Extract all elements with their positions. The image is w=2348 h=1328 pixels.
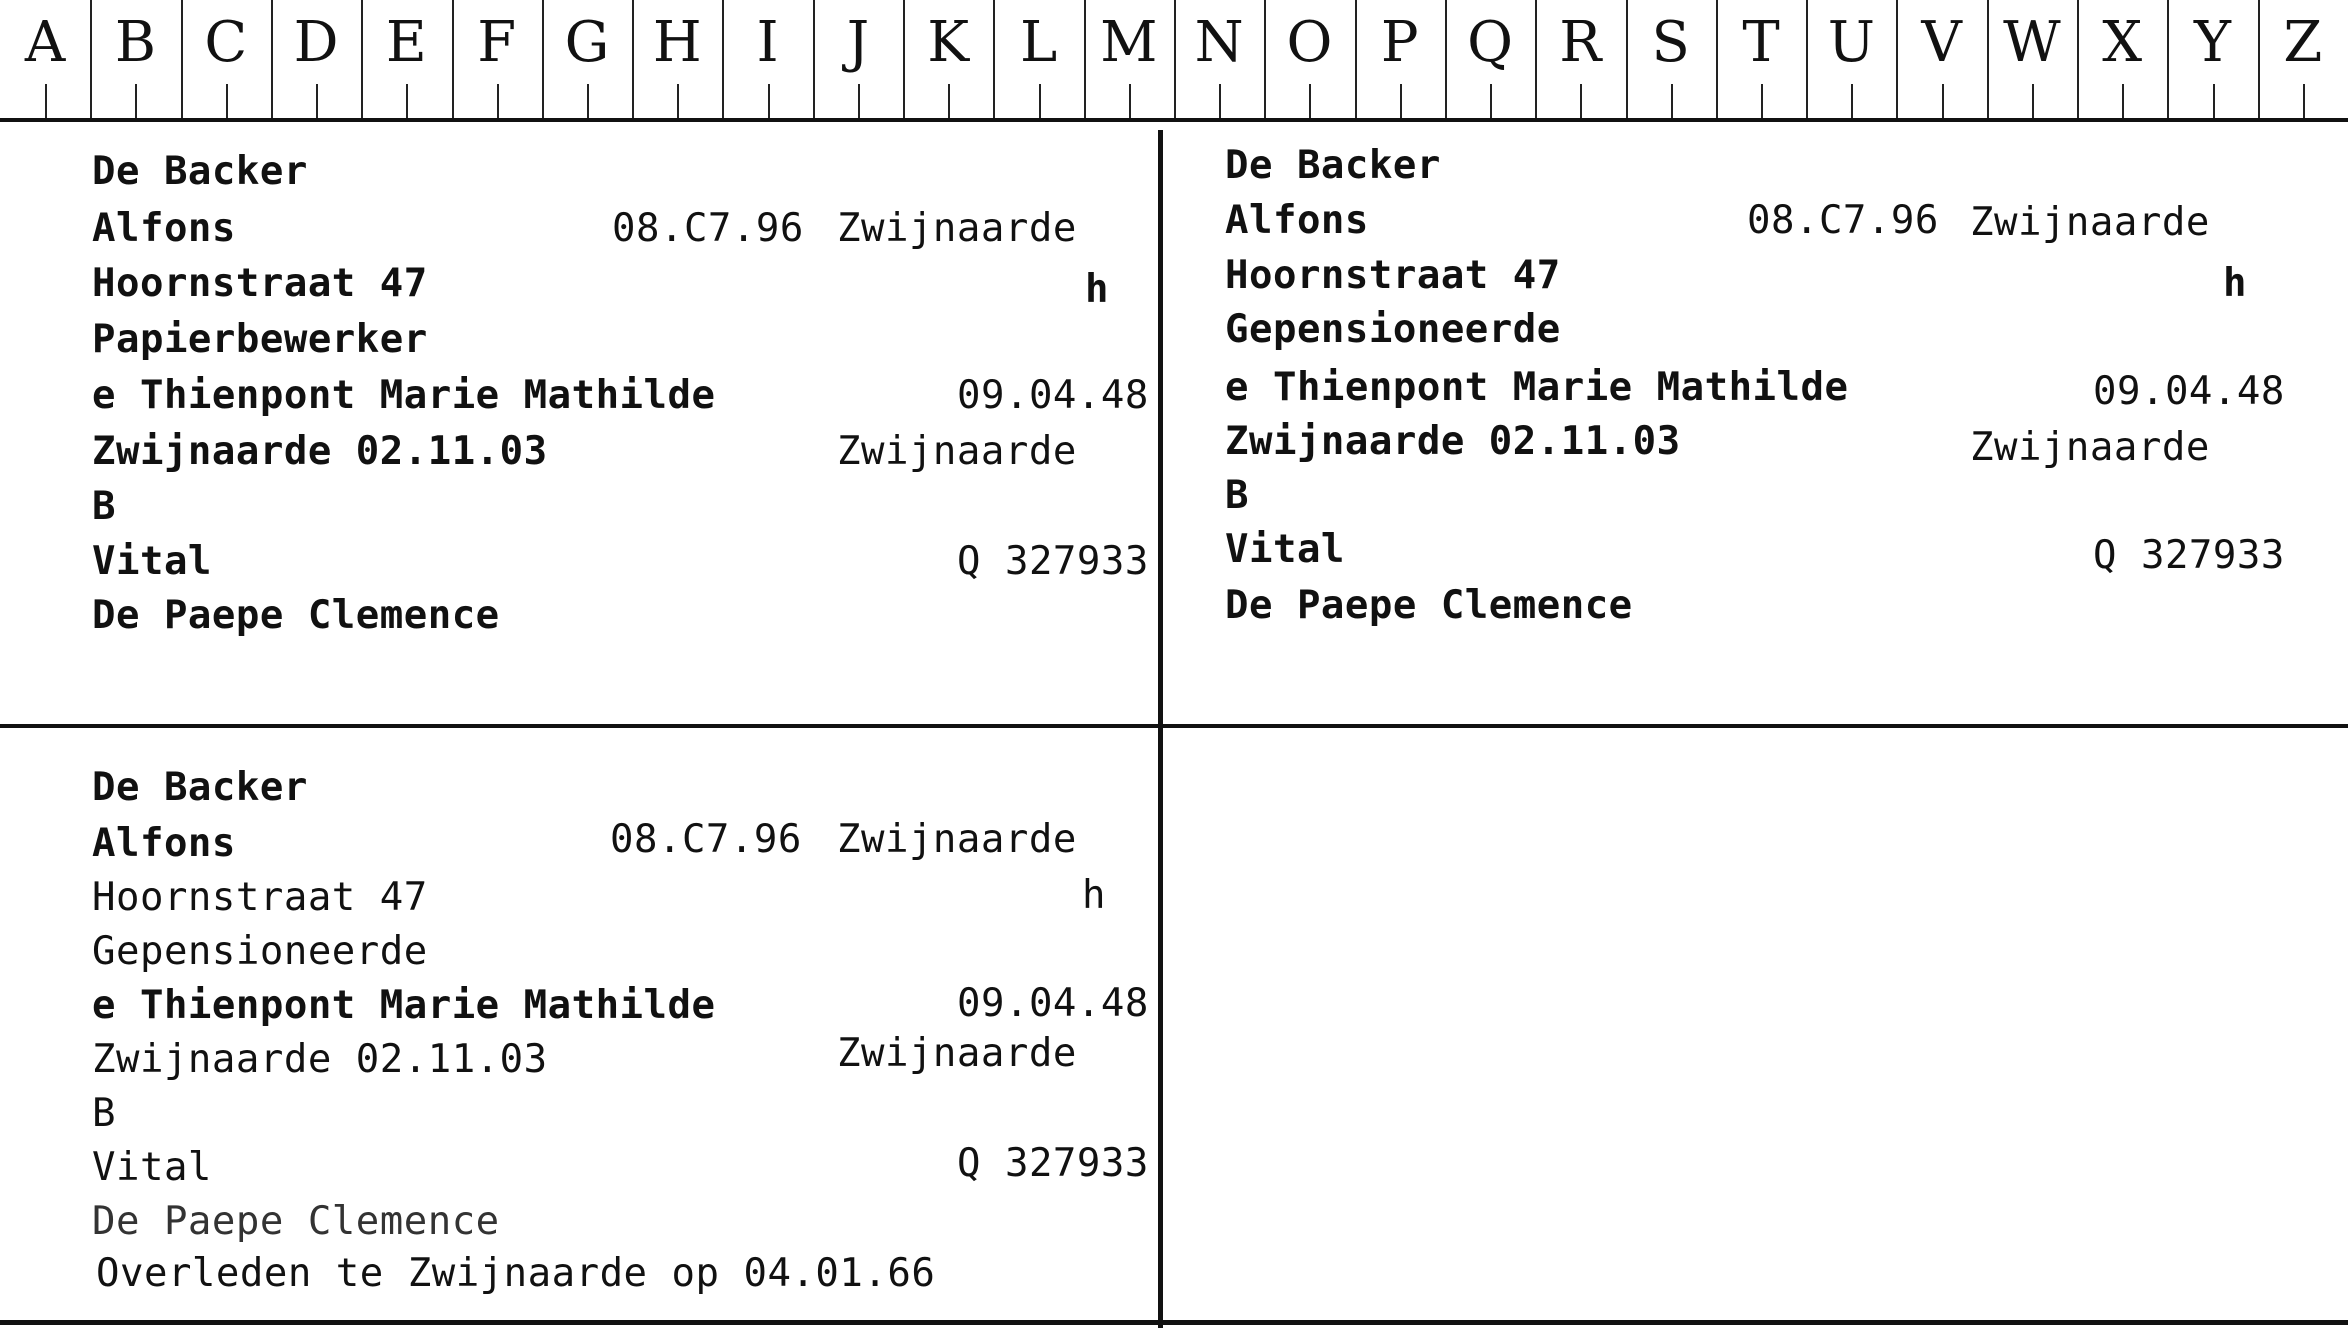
marriage-date: 09.04.48 (957, 373, 1149, 418)
alphabet-tick (2303, 84, 2305, 118)
spouse-birth: Zwijnaarde 02.11.03 (92, 429, 548, 474)
alphabet-separator (1535, 0, 1537, 118)
alphabet-letter-z: Z (2283, 10, 2323, 75)
alphabet-tick (316, 84, 318, 118)
alphabet-tick (587, 84, 589, 118)
empty-card-area (1165, 730, 2348, 1320)
horizontal-divider (0, 724, 2348, 728)
alphabet-separator (542, 0, 544, 118)
vertical-divider (1158, 130, 1163, 1328)
alphabet-tick (226, 84, 228, 118)
nationality: B (92, 484, 116, 529)
alphabet-separator (1264, 0, 1266, 118)
alphabet-separator (813, 0, 815, 118)
alphabet-separator (2077, 0, 2079, 118)
alphabet-separator (2167, 0, 2169, 118)
first-name: Alfons (92, 821, 236, 866)
alphabet-letter-p: P (1380, 10, 1419, 75)
alphabet-letter-m: M (1100, 10, 1158, 75)
spouse: e Thienpont Marie Mathilde (92, 983, 716, 1028)
id-number: Q 327933 (957, 1141, 1149, 1186)
alphabet-tick (45, 84, 47, 118)
father: Vital (92, 1145, 212, 1190)
nationality: B (92, 1091, 116, 1136)
alphabet-tick (1580, 84, 1582, 118)
alphabet-separator (1174, 0, 1176, 118)
address: Hoornstraat 47 (92, 875, 428, 920)
alphabet-tick (1400, 84, 1402, 118)
spouse-place: Zwijnaarde (837, 1031, 1077, 1076)
alphabet-letter-r: R (1559, 10, 1602, 75)
spouse-birth: Zwijnaarde 02.11.03 (1225, 419, 1681, 464)
sex: h (2223, 261, 2247, 306)
alphabet-letter-v: V (1921, 10, 1962, 75)
alphabet-tick (2032, 84, 2034, 118)
surname: De Backer (1225, 143, 1441, 188)
alphabet-letter-g: G (564, 10, 610, 75)
alphabet-separator (1084, 0, 1086, 118)
marriage-date: 09.04.48 (957, 981, 1149, 1026)
alphabet-letter-n: N (1194, 10, 1244, 75)
alphabet-tick (1309, 84, 1311, 118)
alphabet-tick (1129, 84, 1131, 118)
alphabet-letter-u: U (1827, 10, 1875, 75)
alphabet-separator (361, 0, 363, 118)
sex: h (1082, 873, 1106, 918)
alphabet-letter-l: L (1019, 10, 1058, 75)
alphabet-letter-x: X (2102, 10, 2143, 75)
birth-place: Zwijnaarde (837, 206, 1077, 251)
address: Hoornstraat 47 (92, 261, 428, 306)
father: Vital (92, 539, 212, 584)
marriage-date: 09.04.48 (2093, 369, 2285, 414)
alphabet-separator (181, 0, 183, 118)
alphabet-separator (452, 0, 454, 118)
birth-date: 08.C7.96 (1747, 198, 1939, 243)
alphabet-letter-j: J (846, 10, 870, 75)
alphabet-letter-a: A (24, 10, 66, 75)
first-name: Alfons (1225, 198, 1369, 243)
alphabet-letter-b: B (114, 10, 157, 75)
alphabet-separator (1716, 0, 1718, 118)
alphabet-separator (722, 0, 724, 118)
sex: h (1085, 267, 1109, 312)
alphabet-separator (903, 0, 905, 118)
alphabet-tick (1851, 84, 1853, 118)
alphabet-separator (1626, 0, 1628, 118)
mother: De Paepe Clemence (92, 593, 500, 638)
alphabet-separator (271, 0, 273, 118)
alphabet-tick (135, 84, 137, 118)
alphabet-letter-h: H (652, 10, 702, 75)
nationality: B (1225, 473, 1249, 518)
alphabet-tick (1039, 84, 1041, 118)
alphabet-letter-d: D (293, 10, 339, 75)
alphabet-separator (632, 0, 634, 118)
birth-date: 08.C7.96 (612, 206, 804, 251)
spouse: e Thienpont Marie Mathilde (1225, 365, 1849, 410)
alphabet-letter-t: T (1742, 10, 1780, 75)
spouse-place: Zwijnaarde (1970, 425, 2210, 470)
alphabet-tick (1671, 84, 1673, 118)
alphabet-separator (90, 0, 92, 118)
occupation: Gepensioneerde (92, 929, 428, 974)
spouse-birth: Zwijnaarde 02.11.03 (92, 1037, 548, 1082)
alphabet-separator (1355, 0, 1357, 118)
alphabet-separator (1987, 0, 1989, 118)
spouse-place: Zwijnaarde (837, 429, 1077, 474)
alphabet-separator (1445, 0, 1447, 118)
occupation: Gepensioneerde (1225, 307, 1561, 352)
father: Vital (1225, 527, 1345, 572)
alphabet-tick (2122, 84, 2124, 118)
alphabet-tick (497, 84, 499, 118)
alphabet-tick (1942, 84, 1944, 118)
alphabet-separator (1806, 0, 1808, 118)
alphabet-tick (1219, 84, 1221, 118)
birth-place: Zwijnaarde (837, 817, 1077, 862)
address: Hoornstraat 47 (1225, 253, 1561, 298)
birth-date: 08.C7.96 (610, 817, 802, 862)
bottom-border (0, 1320, 2348, 1325)
surname: De Backer (92, 149, 308, 194)
alphabet-tick (948, 84, 950, 118)
alphabet-tick (406, 84, 408, 118)
alphabet-separator (2258, 0, 2260, 118)
alphabet-tick (768, 84, 770, 118)
first-name: Alfons (92, 206, 236, 251)
alphabet-tick (677, 84, 679, 118)
alphabet-separator (993, 0, 995, 118)
id-number: Q 327933 (2093, 533, 2285, 578)
alphabet-letter-k: K (927, 10, 970, 75)
alphabet-letter-f: F (477, 10, 517, 75)
alphabet-letter-q: Q (1467, 10, 1514, 75)
alphabet-letter-c: C (204, 10, 248, 75)
birth-place: Zwijnaarde (1970, 200, 2210, 245)
alphabet-letter-o: O (1286, 10, 1333, 75)
alphabet-tick (2213, 84, 2215, 118)
alphabet-letter-y: Y (2194, 10, 2232, 75)
occupation: Papierbewerker (92, 317, 428, 362)
alphabet-tick (858, 84, 860, 118)
surname: De Backer (92, 765, 308, 810)
id-number: Q 327933 (957, 539, 1149, 584)
mother: De Paepe Clemence (1225, 583, 1633, 628)
alphabet-letter-s: S (1651, 10, 1690, 75)
alphabet-letter-i: I (756, 10, 779, 75)
alphabet-tick (1490, 84, 1492, 118)
alphabet-index-bar (0, 0, 2348, 122)
alphabet-letter-w: W (2003, 10, 2061, 75)
alphabet-tick (1761, 84, 1763, 118)
mother: De Paepe Clemence (92, 1199, 500, 1244)
alphabet-letter-e: E (385, 10, 427, 75)
death-note: Overleden te Zwijnaarde op 04.01.66 (96, 1251, 936, 1296)
alphabet-separator (1896, 0, 1898, 118)
spouse: e Thienpont Marie Mathilde (92, 373, 716, 418)
